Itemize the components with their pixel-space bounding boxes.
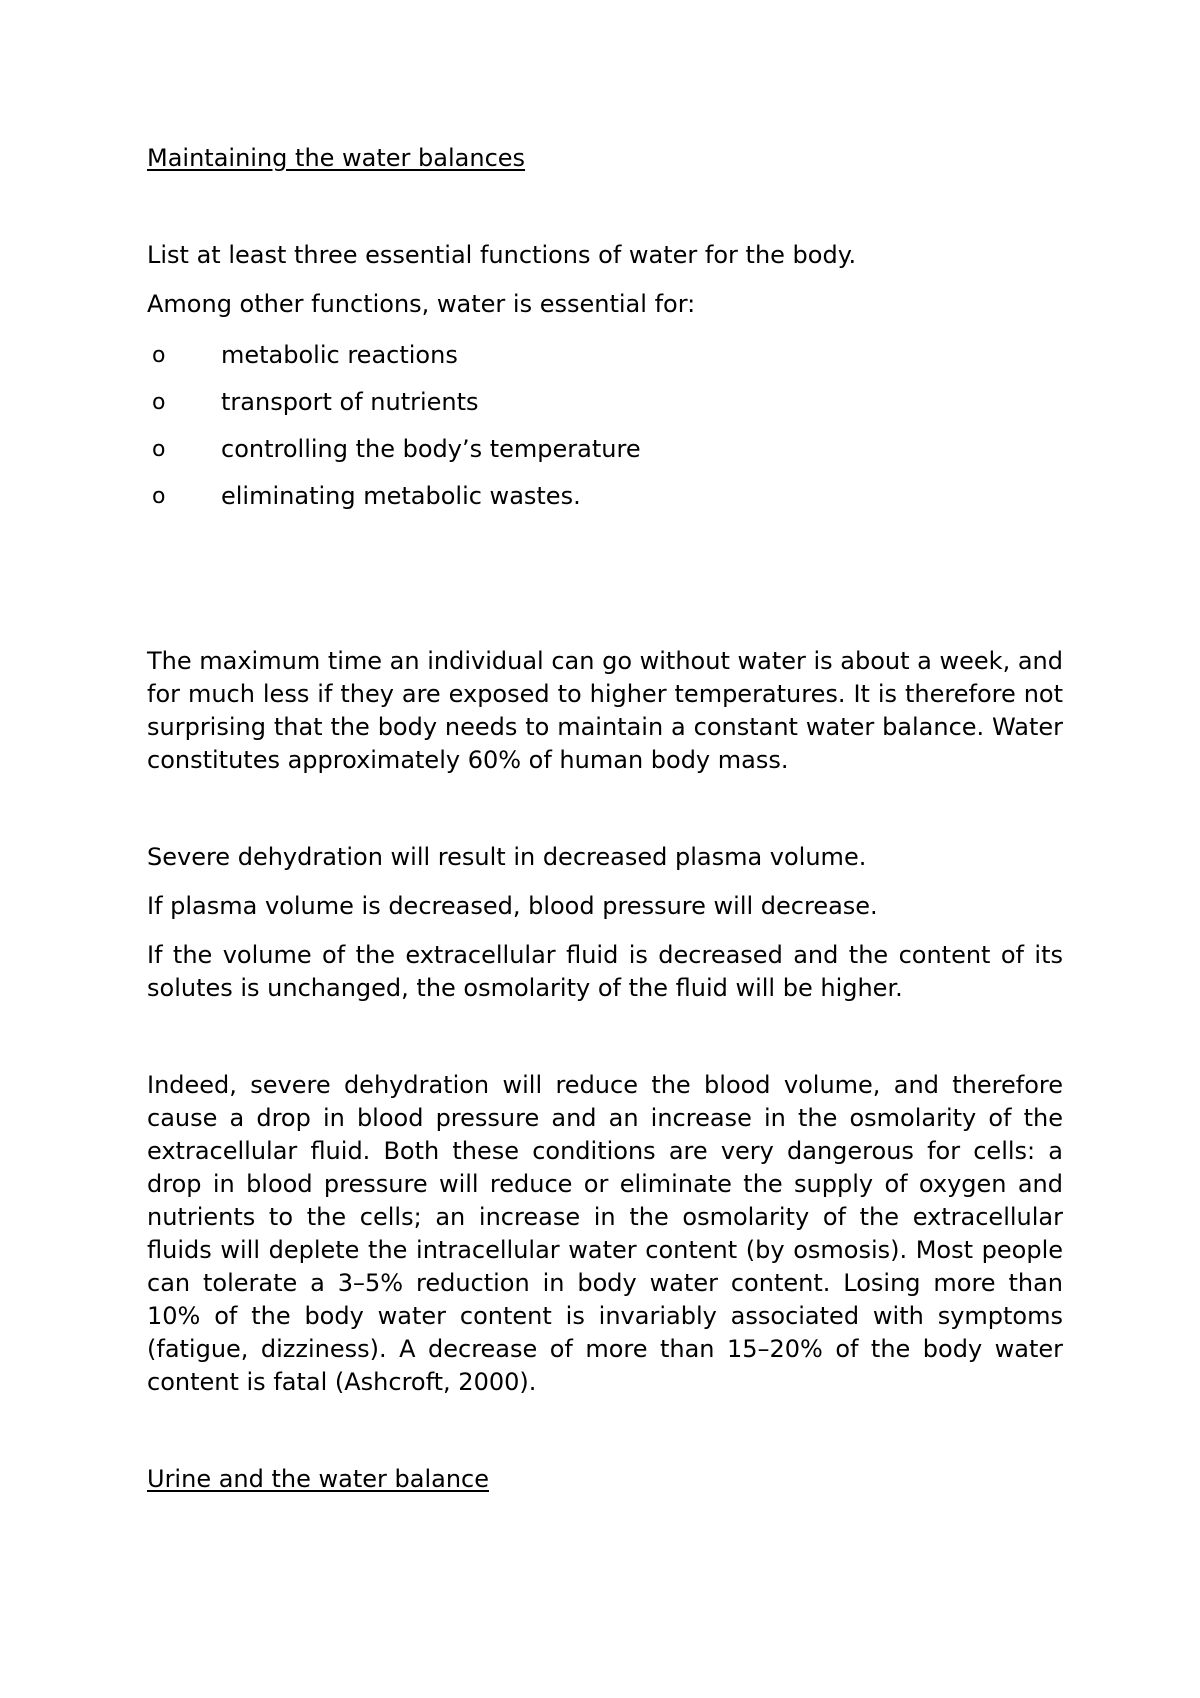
- list-item: [147, 386, 1063, 433]
- paragraph-dehydration-effects: Indeed, severe dehydration will reduce the blood volume, and therefore cause a drop in blood pressure and an increase in the osmolarity of the extracellular fluid. Both these conditions are very dangerous for cells: a drop in blood pressure will reduce or eliminate the supply of oxygen and nutrients to the cells; an increase in the osmolarity of the extracellular fluids will deplete the intracellular water content (by osmosis). Most people can tolerate a 3–5% reduction in body water content. Losing more than 10% of the body water content is invariably associated with symptoms (fatigue, dizziness). A decrease of more than 15–20% of the body water content is fatal (Ashcroft, 2000).: [147, 1071, 1063, 1396]
- paragraph-plasma-volume: If plasma volume is decreased, blood pressure will decrease.: [147, 892, 878, 920]
- bullet-icon: o: [152, 390, 166, 415]
- section-heading-urine: Urine and the water balance: [147, 1465, 489, 1493]
- list-item-text: controlling the body’s temperature: [221, 435, 641, 463]
- list-item-text: metabolic reactions: [221, 341, 458, 369]
- functions-list: [147, 339, 1063, 527]
- list-item-text: transport of nutrients: [221, 388, 479, 416]
- list-item-text: eliminating metabolic wastes.: [221, 482, 581, 510]
- paragraph-max-time: The maximum time an individual can go without water is about a week, and for much less if they are exposed to higher temperatures. It is therefore not surprising that the body needs to maintain a constant water balance. Water constitutes approximately 60% of human body mass.: [147, 647, 1063, 774]
- bullet-icon: o: [152, 437, 166, 462]
- section-heading-water-balances: Maintaining the water balances: [147, 144, 526, 172]
- question-text: List at least three essential functions of water for the body.: [147, 241, 857, 269]
- paragraph-extracellular-volume: If the volume of the extracellular fluid is decreased and the content of its solutes is unchanged, the osmolarity of the fluid will be higher.: [147, 941, 1063, 1002]
- intro-text: Among other functions, water is essential for:: [147, 290, 696, 318]
- paragraph-severe-dehydration: Severe dehydration will result in decreased plasma volume.: [147, 843, 867, 871]
- document-body: [147, 142, 1063, 1496]
- list-item: [147, 480, 1063, 527]
- list-item: [147, 433, 1063, 480]
- list-item: [147, 339, 1063, 386]
- bullet-icon: o: [152, 343, 166, 368]
- bullet-icon: o: [152, 484, 166, 509]
